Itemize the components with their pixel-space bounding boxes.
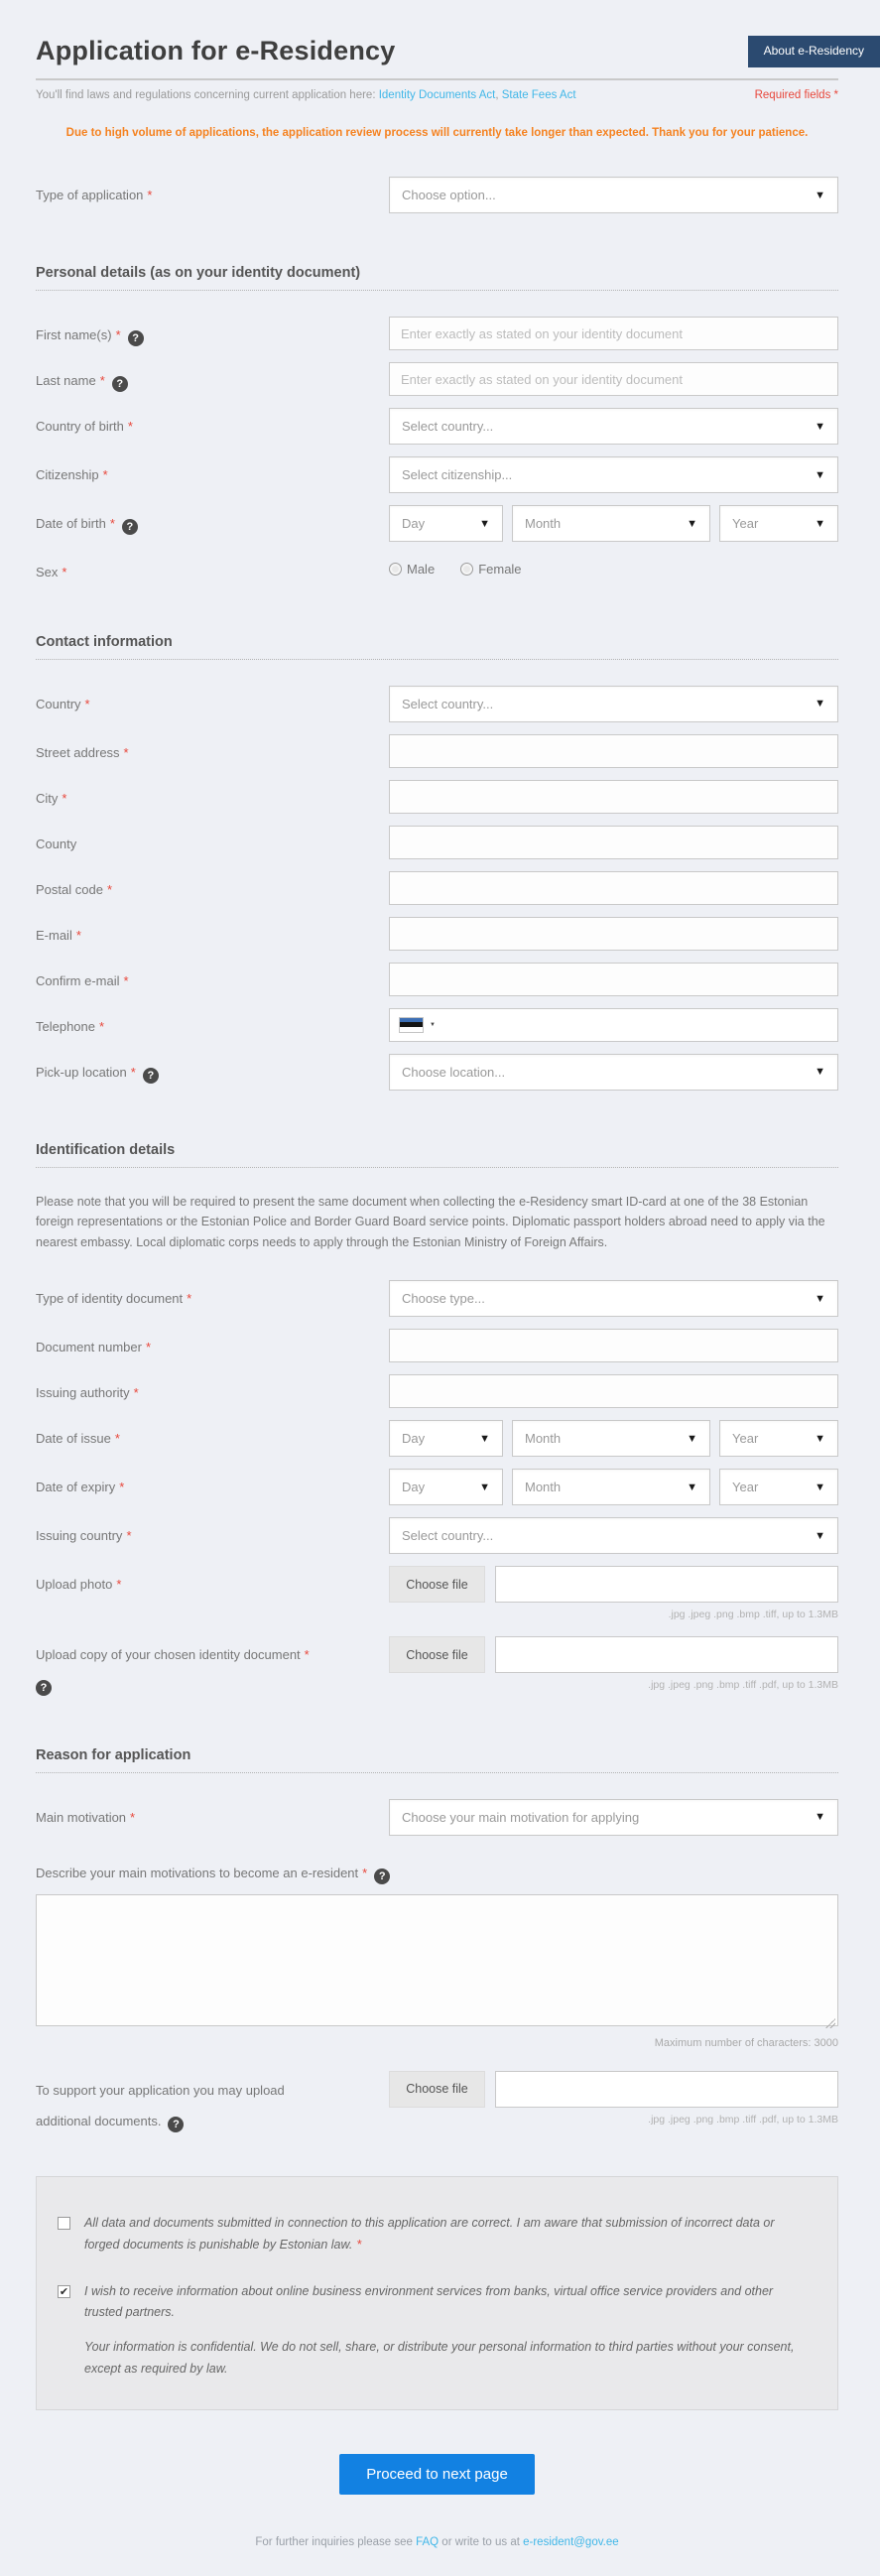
required-asterisk: * (145, 1340, 152, 1355)
label-text: Postal code (36, 881, 103, 897)
upload-photo-label (36, 1566, 389, 1595)
required-asterisk: * (99, 1018, 105, 1034)
describe-motivations-label (36, 1866, 838, 1884)
select-value: Choose location... (402, 1064, 506, 1080)
issue-year-select[interactable] (719, 1420, 838, 1457)
agreement-text (84, 2213, 810, 2255)
label-text: Citizenship (36, 467, 99, 482)
required-asterisk: * (114, 1431, 120, 1447)
contact-email-link[interactable]: e-resident@gov.ee (523, 2535, 619, 2548)
page-title: Application for e-Residency (36, 36, 396, 65)
required-asterisk: * (123, 972, 129, 988)
faq-link[interactable]: FAQ (416, 2535, 440, 2548)
county-label (36, 826, 389, 854)
type-of-application-row (36, 177, 838, 213)
confirm-email-row (36, 963, 838, 996)
marketing-agreement (58, 2281, 810, 2324)
identity-document-type-label (36, 1280, 389, 1309)
required-asterisk: * (102, 467, 108, 482)
required-asterisk: * (126, 1528, 132, 1544)
date-of-birth-row (36, 505, 838, 542)
chevron-down-icon: ▼ (815, 468, 825, 481)
required-asterisk: * (127, 419, 133, 434)
required-asterisk: * (99, 373, 105, 388)
label-text: Upload photo (36, 1577, 113, 1593)
type-of-application-select[interactable] (389, 177, 838, 213)
identity-document-type-row (36, 1280, 838, 1317)
document-number-input[interactable] (389, 1329, 838, 1362)
identity-document-type-select[interactable] (389, 1280, 838, 1317)
agreements-box (36, 2176, 838, 2410)
footer-text: For further inquiries please see (255, 2535, 417, 2548)
footer-text: or write to us at (439, 2535, 524, 2548)
chevron-down-icon: ▼ (815, 517, 825, 530)
required-asterisk: * (119, 1480, 125, 1495)
birth-day-select[interactable] (389, 505, 503, 542)
label-text: Street address (36, 744, 120, 760)
required-asterisk: * (130, 1809, 136, 1825)
label-text: Upload copy of your chosen identity document (36, 1647, 301, 1663)
city-row (36, 780, 838, 814)
select-value: Year (732, 516, 759, 531)
help-icon[interactable]: ? (36, 1680, 52, 1696)
county-row (36, 826, 838, 859)
additional-documents-label (36, 2071, 389, 2136)
birth-month-select[interactable] (512, 505, 710, 542)
last-name-row (36, 362, 838, 396)
chevron-down-icon: ▼ (815, 1481, 825, 1493)
chevron-down-icon: ▼ (815, 1066, 825, 1078)
label-text: Sex (36, 565, 59, 580)
help-icon[interactable]: ? (122, 519, 138, 535)
laws-prefix: You'll find laws and regulations concerning current application here: (36, 89, 376, 101)
chevron-down-icon[interactable]: ▼ (430, 1021, 436, 1028)
issue-day-select[interactable] (389, 1420, 503, 1457)
email-input[interactable] (389, 917, 838, 951)
help-icon[interactable]: ? (128, 330, 144, 346)
select-value: Select country... (402, 1528, 494, 1544)
telephone-input[interactable] (389, 1008, 838, 1042)
data-correct-agreement (58, 2213, 810, 2255)
about-eresidency-button[interactable]: About e-Residency (748, 36, 880, 67)
chevron-down-icon: ▼ (687, 517, 697, 530)
confirm-email-input[interactable] (389, 963, 838, 996)
issuing-authority-label (36, 1374, 389, 1403)
label-text: Issuing country (36, 1528, 123, 1544)
chevron-down-icon: ▼ (815, 1529, 825, 1542)
required-asterisk: * (147, 188, 153, 202)
country-of-birth-select[interactable] (389, 408, 838, 445)
upload-copy-row (36, 1636, 838, 1696)
select-value: Choose type... (402, 1291, 485, 1307)
contact-information-heading: Contact information (36, 634, 838, 660)
select-value: Day (402, 516, 426, 531)
photo-choose-file-button[interactable]: Choose file (389, 1566, 485, 1603)
issuing-authority-input[interactable] (389, 1374, 838, 1408)
label-text: Date of issue (36, 1431, 111, 1447)
additional-documents-row (36, 2071, 838, 2136)
resize-handle-icon[interactable] (825, 2018, 835, 2028)
main-motivation-label (36, 1799, 389, 1828)
chevron-down-icon: ▼ (687, 1432, 697, 1445)
proceed-button[interactable]: Proceed to next page (339, 2454, 535, 2495)
label-text: Pick-up location (36, 1064, 127, 1080)
first-name-input[interactable] (389, 317, 838, 350)
issuing-country-row (36, 1517, 838, 1554)
required-asterisk: * (115, 327, 121, 342)
chevron-down-icon: ▼ (815, 1811, 825, 1824)
select-value: Day (402, 1431, 426, 1447)
checkmark-icon: ✔ (59, 2285, 69, 2298)
upload-copy-label (36, 1636, 389, 1696)
date-of-expiry-row (36, 1469, 838, 1505)
label-text: Document number (36, 1340, 142, 1355)
chevron-down-icon: ▼ (815, 698, 825, 709)
sex-row (36, 554, 838, 582)
personal-details-heading: Personal details (as on your identity document) (36, 265, 838, 291)
label-text: Issuing authority (36, 1385, 130, 1401)
required-asterisk: * (75, 927, 81, 943)
last-name-input[interactable] (389, 362, 838, 396)
expiry-month-select[interactable] (512, 1469, 710, 1505)
document-number-label (36, 1329, 389, 1357)
statement-text: I wish to receive information about online business environment services from banks, virtual office service providers and other trusted partners. (84, 2283, 774, 2319)
copy-filename-box (495, 1636, 838, 1673)
additional-filetype-hint: .jpg .jpeg .png .bmp .tiff .pdf, up to 1.3MB (648, 2113, 838, 2125)
pickup-location-select[interactable] (389, 1054, 838, 1091)
street-address-label (36, 734, 389, 763)
required-asterisk: * (62, 790, 67, 806)
label-text: Last name (36, 373, 96, 388)
date-of-birth-label (36, 505, 389, 535)
label-text: Main motivation (36, 1809, 127, 1825)
street-address-row (36, 734, 838, 768)
issuing-authority-row (36, 1374, 838, 1408)
copy-choose-file-button[interactable]: Choose file (389, 1636, 485, 1673)
expiry-day-select[interactable] (389, 1469, 503, 1505)
postal-code-label (36, 871, 389, 900)
chevron-down-icon: ▼ (815, 1432, 825, 1445)
label-text: E-mail (36, 927, 72, 943)
email-label (36, 917, 389, 946)
required-asterisk: * (84, 696, 90, 711)
radio-button-icon[interactable] (389, 563, 402, 576)
issue-month-select[interactable] (512, 1420, 710, 1457)
select-value: Year (732, 1431, 759, 1447)
required-asterisk: * (62, 565, 67, 580)
select-value: Choose your main motivation for applying (402, 1809, 640, 1825)
chevron-down-icon: ▼ (815, 189, 825, 201)
select-value: Select country... (402, 419, 494, 434)
main-motivation-row (36, 1799, 838, 1836)
select-value: Month (525, 1480, 562, 1495)
citizenship-select[interactable] (389, 456, 838, 493)
required-asterisk: * (304, 1647, 310, 1663)
sex-label (36, 554, 389, 582)
label-text: Date of birth (36, 516, 106, 531)
additional-choose-file-button[interactable]: Choose file (389, 2071, 485, 2108)
max-characters-note: Maximum number of characters: 3000 (654, 2036, 838, 2049)
copy-filetype-hint: .jpg .jpeg .png .bmp .tiff .pdf, up to 1.3MB (648, 1679, 838, 1692)
high-volume-notice: Due to high volume of applications, the application review process will currently take longer than expected. Thank you for your patience. (65, 127, 809, 139)
radio-label: Female (478, 562, 522, 577)
help-icon[interactable]: ? (112, 376, 128, 392)
confidentiality-note: Your information is confidential. We do not sell, share, or distribute your personal information to third parties without your consent, except as required by law. (84, 2340, 795, 2376)
city-input[interactable] (389, 780, 838, 814)
pickup-location-row (36, 1054, 838, 1091)
expiry-year-select[interactable] (719, 1469, 838, 1505)
reason-for-application-heading: Reason for application (36, 1747, 838, 1773)
select-value: Year (732, 1480, 759, 1495)
main-motivation-select[interactable] (389, 1799, 838, 1836)
required-asterisk: * (106, 881, 112, 897)
additional-filename-box (495, 2071, 838, 2108)
citizenship-row (36, 456, 838, 493)
document-number-row (36, 1329, 838, 1362)
street-address-input[interactable] (389, 734, 838, 768)
type-of-application-label (36, 177, 389, 205)
law-separator: , (495, 89, 502, 101)
identification-details-heading: Identification details (36, 1142, 838, 1168)
help-icon[interactable]: ? (374, 1868, 390, 1884)
date-of-issue-row (36, 1420, 838, 1457)
birth-year-select[interactable] (719, 505, 838, 542)
chevron-down-icon: ▼ (687, 1481, 697, 1493)
label-text: Country (36, 696, 81, 711)
email-row (36, 917, 838, 951)
date-of-expiry-label (36, 1469, 389, 1497)
select-value: Month (525, 516, 562, 531)
help-icon[interactable]: ? (143, 1068, 159, 1084)
footer (36, 2536, 838, 2548)
statement-text: All data and documents submitted in connection to this application are correct. I am aware that submission of incorrect data or forged documents is punishable by Estonian law. (84, 2216, 775, 2252)
estonia-flag-icon[interactable] (399, 1017, 424, 1033)
label-text: Describe your main motivations to become an e-resident (36, 1865, 359, 1880)
country-of-birth-label (36, 408, 389, 437)
select-value: Select citizenship... (402, 467, 513, 482)
confirm-email-label (36, 963, 389, 991)
select-value: Choose option... (402, 188, 496, 202)
required-asterisk: * (356, 2237, 362, 2252)
title-divider (36, 78, 838, 80)
required-asterisk: * (109, 516, 115, 531)
label-text: First name(s) (36, 327, 112, 342)
telephone-row (36, 1008, 838, 1042)
chevron-down-icon: ▼ (479, 517, 490, 530)
telephone-label (36, 1008, 389, 1037)
label-text: City (36, 790, 59, 806)
chevron-down-icon: ▼ (479, 1481, 490, 1493)
chevron-down-icon: ▼ (479, 1432, 490, 1445)
identification-note: Please note that you will be required to present the same document when collecting the e-Residency smart ID-card at one of the 38 Estonian foreign representations or the Estonian Police and Border Guard Board service points. Diplomatic passport holders abroad need to apply via the nearest embassy. Local diplomatic corps needs to apply through the Estonian Ministry of Foreign Affairs. (36, 1194, 825, 1249)
select-value: Select country... (402, 696, 494, 711)
checkbox-checked[interactable] (58, 2285, 70, 2298)
laws-text (36, 89, 576, 101)
first-name-label (36, 317, 389, 346)
required-asterisk: * (123, 744, 129, 760)
checkbox-unchecked[interactable] (58, 2217, 70, 2230)
required-asterisk: * (187, 1291, 192, 1307)
label-text: additional documents. (36, 2114, 162, 2129)
pickup-location-label (36, 1054, 389, 1084)
chevron-down-icon: ▼ (815, 1292, 825, 1305)
label-text: To support your application you may upload (36, 2082, 285, 2098)
motivations-textarea[interactable] (36, 1894, 838, 2026)
citizenship-label (36, 456, 389, 485)
photo-filetype-hint: .jpg .jpeg .png .bmp .tiff, up to 1.3MB (668, 1609, 838, 1621)
meta-row (36, 89, 838, 101)
photo-filename-box (495, 1566, 838, 1603)
label-text: Type of identity document (36, 1291, 184, 1307)
sex-male-option[interactable] (389, 562, 435, 577)
upload-photo-row (36, 1566, 838, 1620)
issuing-country-label (36, 1517, 389, 1546)
label-text: Country of birth (36, 419, 124, 434)
select-value: Day (402, 1480, 426, 1495)
radio-label: Male (407, 562, 436, 577)
required-asterisk: * (133, 1385, 139, 1401)
required-asterisk: * (130, 1064, 136, 1080)
sex-female-option[interactable] (460, 562, 521, 577)
state-fees-act-link[interactable]: State Fees Act (501, 89, 576, 101)
date-of-issue-label (36, 1420, 389, 1449)
county-input[interactable] (389, 826, 838, 859)
help-icon[interactable]: ? (168, 2117, 184, 2132)
required-asterisk: * (116, 1577, 122, 1593)
postal-code-input[interactable] (389, 871, 838, 905)
contact-country-label (36, 686, 389, 714)
label-text: County (36, 836, 77, 851)
contact-country-row (36, 686, 838, 722)
chevron-down-icon: ▼ (815, 420, 825, 433)
postal-code-row (36, 871, 838, 905)
required-fields-note: Required fields * (754, 89, 838, 101)
issuing-country-select[interactable] (389, 1517, 838, 1554)
contact-country-select[interactable] (389, 686, 838, 722)
label-text: Date of expiry (36, 1480, 116, 1495)
label-text: Confirm e-mail (36, 972, 120, 988)
radio-button-icon[interactable] (460, 563, 473, 576)
city-label (36, 780, 389, 809)
label-text: Telephone (36, 1018, 95, 1034)
first-name-row (36, 317, 838, 350)
application-form-page (0, 36, 880, 2548)
last-name-label (36, 362, 389, 392)
country-of-birth-row (36, 408, 838, 445)
identity-documents-act-link[interactable]: Identity Documents Act (378, 89, 496, 101)
select-value: Month (525, 1431, 562, 1447)
label-text: Type of application (36, 188, 144, 202)
required-asterisk: * (362, 1865, 368, 1880)
